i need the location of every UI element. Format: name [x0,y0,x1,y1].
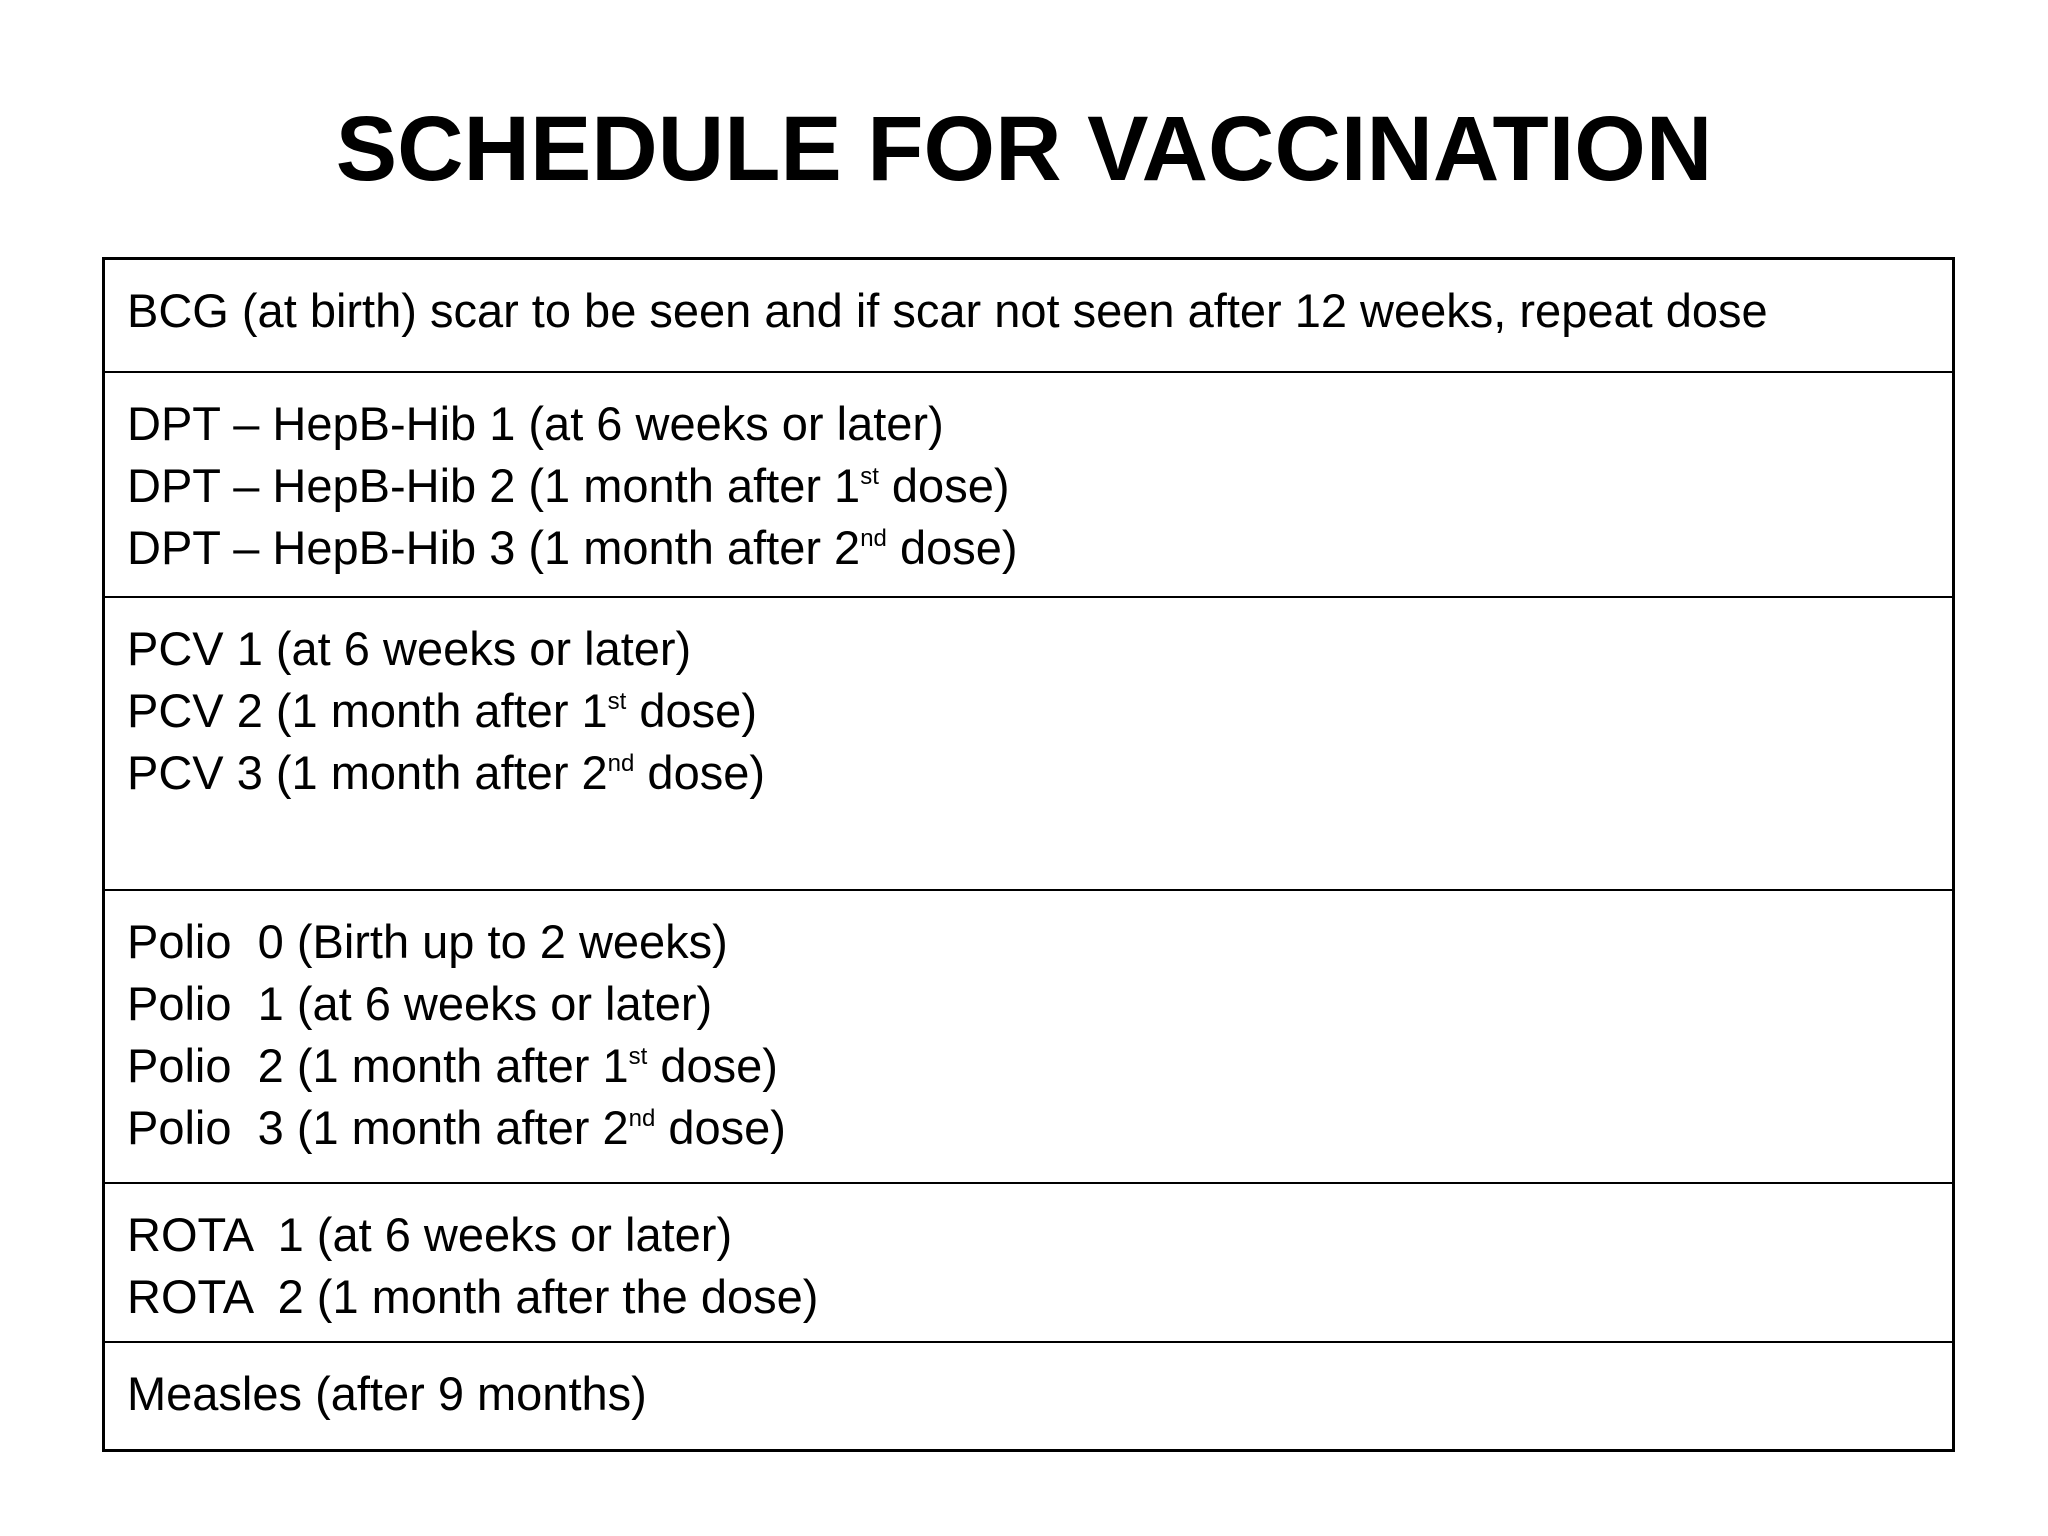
page-title: SCHEDULE FOR VACCINATION [335,98,1713,200]
schedule-line: Polio 3 (1 month after 2nd dose) [127,1101,786,1154]
schedule-line: ROTA 2 (1 month after the dose) [127,1270,819,1323]
schedule-row-measles [105,1343,1952,1449]
schedule-row-bcg [105,260,1952,373]
schedule-line: Polio 1 (at 6 weeks or later) [127,977,713,1030]
ordinal-suffix: nd [860,525,887,552]
schedule-line: DPT – HepB-Hib 3 (1 month after 2nd dose) [127,521,1018,574]
schedule-line: PCV 3 (1 month after 2nd dose) [127,746,766,799]
schedule-row-dpt [105,373,1952,598]
schedule-line: DPT – HepB-Hib 1 (at 6 weeks or later) [127,397,944,450]
ordinal-suffix: st [860,463,879,490]
ordinal-suffix: st [628,1043,648,1070]
schedule-line: Polio 0 (Birth up to 2 weeks) [127,915,728,968]
schedule-row-rota [105,1184,1952,1343]
schedule-table [102,257,1955,1452]
schedule-line: BCG (at birth) scar to be seen and if scar not seen after 12 weeks, repeat dose [127,284,1768,337]
schedule-row-polio [105,891,1952,1184]
schedule-line: ROTA 1 (at 6 weeks or later) [127,1208,733,1261]
schedule-line: PCV 2 (1 month after 1st dose) [127,684,757,737]
ordinal-suffix: nd [628,1105,656,1132]
schedule-row-pcv [105,598,1952,891]
schedule-line: DPT – HepB-Hib 2 (1 month after 1st dose) [127,459,1010,512]
ordinal-suffix: nd [607,750,635,777]
ordinal-suffix: st [607,688,627,715]
schedule-line: Measles (after 9 months) [127,1367,647,1420]
schedule-line: Polio 2 (1 month after 1st dose) [127,1039,778,1092]
schedule-line: PCV 1 (at 6 weeks or later) [127,622,692,675]
